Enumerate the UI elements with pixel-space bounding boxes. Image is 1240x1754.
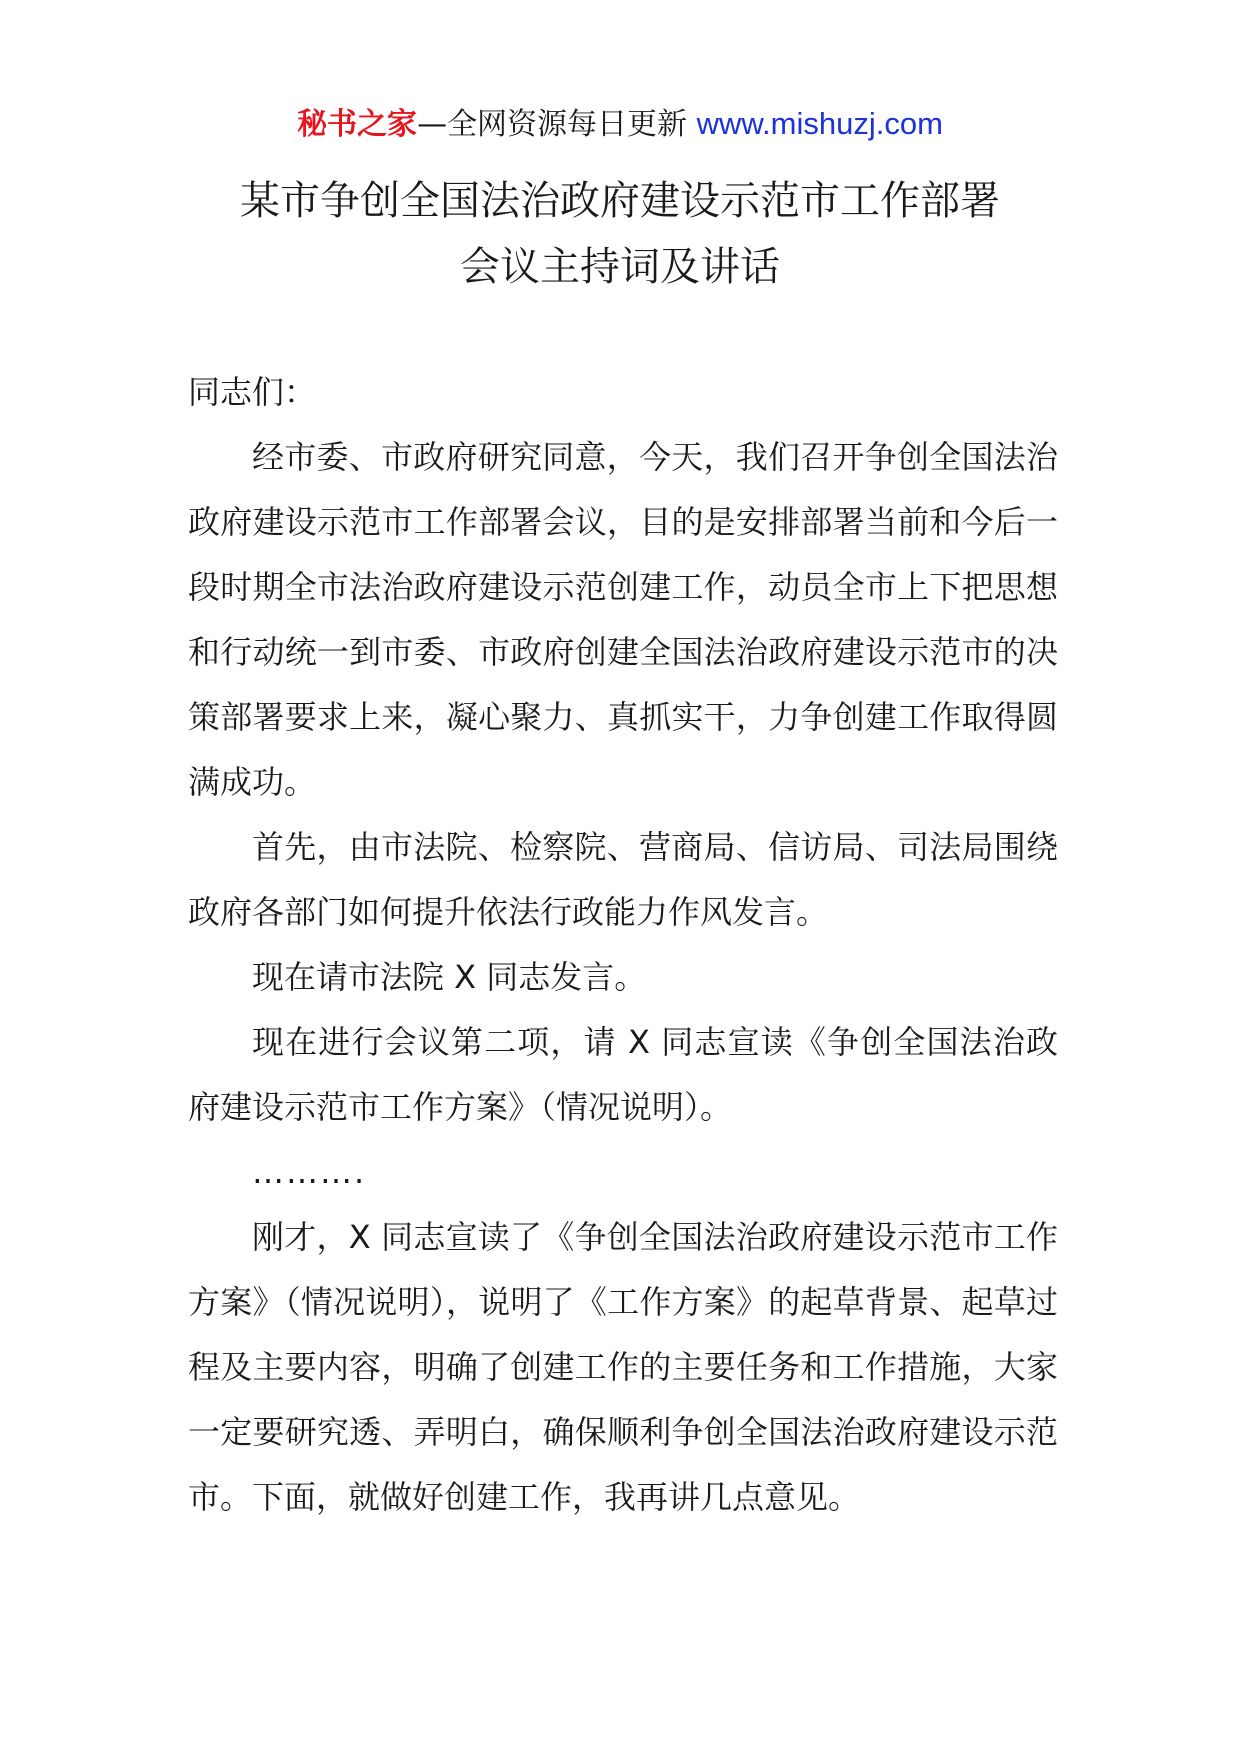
paragraph-summary: 刚才，X 同志宣读了《争创全国法治政府建设示范市工作方案》（情况说明），说明了《工作方案》的起草背景、起草过程及主要内容，明确了创建工作的主要任务和工作措施，大家一定要研究透、弄明白，确保顺利争创全国法治政府建设示范市。下面，就做好创建工作，我再讲几点意见。	[188, 1218, 1058, 1516]
paragraph-court-speech: 现在请市法院 X 同志发言。	[252, 958, 647, 996]
header-tagline: —全网资源每日更新	[417, 107, 697, 142]
title-line-2: 会议主持词及讲话	[460, 244, 780, 290]
document-body	[188, 360, 1058, 1530]
paragraph-second-item: 现在进行会议第二项，请 X 同志宣读《争创全国法治政府建设示范市工作方案》（情况说明）。	[188, 1023, 1058, 1126]
site-header	[0, 104, 1240, 145]
title-line-1: 某市争创全国法治政府建设示范市工作部署	[240, 178, 1000, 224]
paragraph-opening: 经市委、市政府研究同意，今天，我们召开争创全国法治政府建设示范市工作部署会议，目的是安排部署当前和今后一段时期全市法治政府建设示范创建工作，动员全市上下把思想和行动统一到市委、市政府创建全国法治政府建设示范市的决策部署要求上来，凝心聚力、真抓实干，力争创建工作取得圆满成功。	[188, 438, 1058, 801]
document-title	[0, 168, 1240, 300]
brand-name: 秘书之家	[297, 107, 418, 142]
paragraph-ellipsis: ……….	[252, 1153, 367, 1191]
paragraph-speakers: 首先，由市法院、检察院、营商局、信访局、司法局围绕政府各部门如何提升依法行政能力作风发言。	[188, 828, 1058, 931]
site-url-link[interactable]: www.mishuzj.com	[696, 106, 943, 141]
salutation: 同志们：	[188, 373, 317, 411]
